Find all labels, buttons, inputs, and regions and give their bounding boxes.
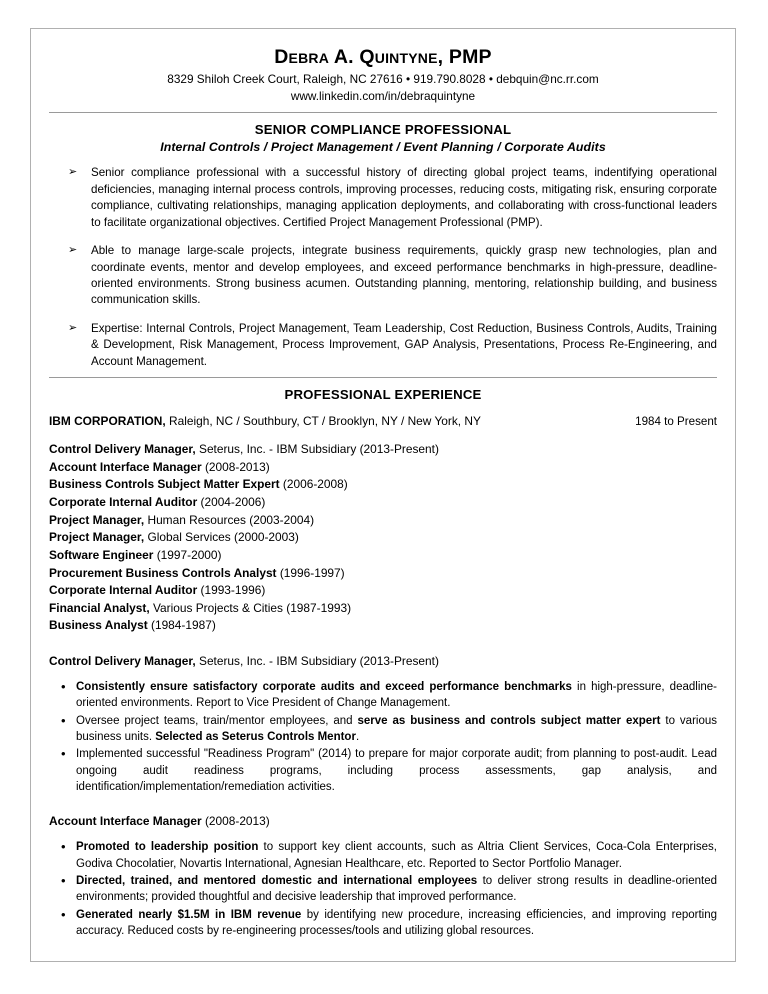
role-detail: Seterus, Inc. - IBM Subsidiary (2013-Present) [195, 653, 439, 668]
position-detail: (2004-2006) [197, 495, 266, 510]
candidate-name: Debra A. Quintyne, PMP [274, 46, 492, 68]
role-title: Control Delivery Manager, [49, 653, 196, 668]
position-title: Procurement Business Controls Analyst [49, 565, 277, 580]
company-block [49, 414, 481, 428]
achievement-text: Implemented successful "Readiness Program" (2014) to prepare for major corporate audit; from planning to post-audit. Lead ongoing audit readiness programs, including process assessments, gap analysis, and identification/implementation/remediation activities. [76, 748, 717, 793]
list-item [49, 512, 717, 530]
header-divider [49, 112, 717, 113]
position-detail: Various Projects & Cities (1987-1993) [149, 600, 352, 615]
dot-bullet-icon: • [61, 712, 66, 728]
list-item [49, 547, 717, 565]
list-item [49, 459, 717, 477]
achievement-emphasis: serve as business and controls subject matter expert [357, 714, 661, 727]
summary-bullet [49, 165, 717, 231]
company-dates: 1984 to Present [635, 415, 717, 429]
summary-bullet-text: Able to manage large-scale projects, integrate business requirements, quickly grasp new technologies, plan and coordinate events, mentor and develop employees, and exceed performance benchmarks in high-pressure, deadline-oriented environments. Strong business acumen. Outstanding planning, mentoring, relationship building, and business communication skills. [91, 244, 717, 307]
achievement-lead: Generated nearly $1.5M in IBM revenue [76, 908, 302, 921]
position-title: Control Delivery Manager, [49, 442, 196, 457]
position-detail: (2006-2008) [279, 477, 348, 492]
position-title: Project Manager, [49, 512, 145, 527]
achievement-lead: Promoted to leadership position [76, 841, 259, 854]
role-achievements-list [49, 679, 717, 795]
dot-bullet-icon: • [61, 678, 66, 694]
list-item [49, 907, 717, 940]
arrow-bullet-icon: ➢ [68, 244, 78, 257]
achievement-rest: to various business units. [76, 714, 718, 743]
role-heading [49, 654, 717, 668]
resume-page [30, 28, 736, 962]
achievement-rest: to deliver strong results in deadline-oriented environments; provided thoughtful and decisive leadership that improved performance. [76, 874, 718, 904]
role-detail: (2008-2013) [201, 814, 270, 829]
list-item [49, 600, 717, 618]
headline-subtitle: Internal Controls / Project Management / Event Planning / Corporate Audits [160, 140, 606, 155]
list-item [49, 679, 717, 712]
achievement-tail-emphasis: Selected as Seterus Controls Mentor [155, 730, 356, 743]
achievement-lead: Directed, trained, and mentored domestic and international employees [76, 874, 478, 887]
arrow-bullet-icon: ➢ [68, 166, 78, 179]
arrow-bullet-icon: ➢ [68, 321, 78, 334]
position-title: Corporate Internal Auditor [49, 583, 198, 598]
section-title-experience: PROFESSIONAL EXPERIENCE [284, 387, 482, 403]
position-detail: (1997-2000) [153, 547, 222, 562]
dot-bullet-icon: • [61, 872, 66, 888]
list-item [49, 839, 717, 872]
list-item [49, 746, 717, 795]
list-item [49, 565, 717, 583]
list-item [49, 873, 717, 906]
position-detail: (2008-2013) [201, 459, 270, 474]
position-detail: (1996-1997) [276, 565, 345, 580]
experience-divider [49, 377, 717, 378]
company-row [49, 414, 717, 428]
summary-bullet [49, 321, 717, 370]
headline-title: SENIOR COMPLIANCE PROFESSIONAL [254, 122, 512, 138]
achievement-rest: to support key client accounts, such as Altria Client Services, Coca-Cola Enterprises, Godiva Chocolatier, Novartis International, Agnesian Healthcare, etc. Reported to Sector Portfolio Manager. [76, 841, 717, 870]
contact-line: 8329 Shiloh Creek Court, Raleigh, NC 27616 • 919.790.8028 • debquin@nc.rr.com [167, 72, 599, 87]
position-title: Account Interface Manager [49, 459, 202, 474]
list-item [49, 476, 717, 494]
achievement-tail: . [355, 730, 360, 743]
role-heading [49, 814, 717, 828]
list-item [49, 713, 717, 746]
position-detail: (1984-1987) [147, 618, 216, 633]
company-name: IBM CORPORATION, [49, 414, 166, 429]
position-detail: Seterus, Inc. - IBM Subsidiary (2013-Present) [195, 442, 439, 457]
role-title: Account Interface Manager [49, 814, 202, 829]
list-item [49, 441, 717, 459]
resume-content [31, 29, 735, 939]
summary-list [49, 165, 717, 370]
linkedin-url: www.linkedin.com/in/debraquintyne [290, 89, 476, 104]
summary-bullet [49, 243, 717, 309]
role-achievements-list [49, 839, 717, 939]
position-title: Corporate Internal Auditor [49, 495, 198, 510]
list-item [49, 617, 717, 635]
position-title: Software Engineer [49, 547, 154, 562]
position-detail: (1993-1996) [197, 583, 266, 598]
achievement-rest: by identifying new procedure, increasing efficiencies, and improving reporting accuracy. Reduced costs by re-engineering processes/tools and utilizing global resources. [76, 908, 717, 937]
position-title: Financial Analyst, [49, 600, 150, 615]
position-title: Business Controls Subject Matter Expert [49, 477, 280, 492]
dot-bullet-icon: • [61, 906, 66, 922]
position-detail: Human Resources (2003-2004) [144, 512, 315, 527]
summary-bullet-text: Senior compliance professional with a successful history of directing global project teams, indentifying operational deficiencies, managing internal process controls, improving processes, reducing costs, mitigating risk, ensuring corporate compliance, cultivating relationships, managing application deployments, and collaborating with cross-functional leaders to facilitate organizational objectives. Certified Project Management Professional (PMP). [91, 166, 717, 229]
list-item [49, 582, 717, 600]
list-item [49, 494, 717, 512]
position-title: Business Analyst [49, 618, 148, 633]
summary-bullet-text: Expertise: Internal Controls, Project Management, Team Leadership, Cost Reduction, Business Controls, Audits, Training & Development, Risk Management, Process Improvement, GAP Analysis, Presentations, Process Re-Engineering, and Account Management. [91, 321, 717, 368]
company-locations: Raleigh, NC / Southbury, CT / Brooklyn, NY / New York, NY [165, 414, 481, 429]
achievement-pre: Oversee project teams, train/mentor employees, and [76, 714, 358, 727]
list-item [49, 529, 717, 547]
dot-bullet-icon: • [61, 746, 66, 762]
position-detail: Global Services (2000-2003) [144, 530, 299, 545]
position-list [49, 441, 717, 635]
achievement-lead: Consistently ensure satisfactory corporate audits and exceed performance benchmarks [76, 680, 572, 693]
dot-bullet-icon: • [61, 839, 66, 855]
position-title: Project Manager, [49, 530, 145, 545]
achievement-rest: in high-pressure, deadline-oriented environments. Report to Vice President of Change Management. [76, 680, 717, 710]
